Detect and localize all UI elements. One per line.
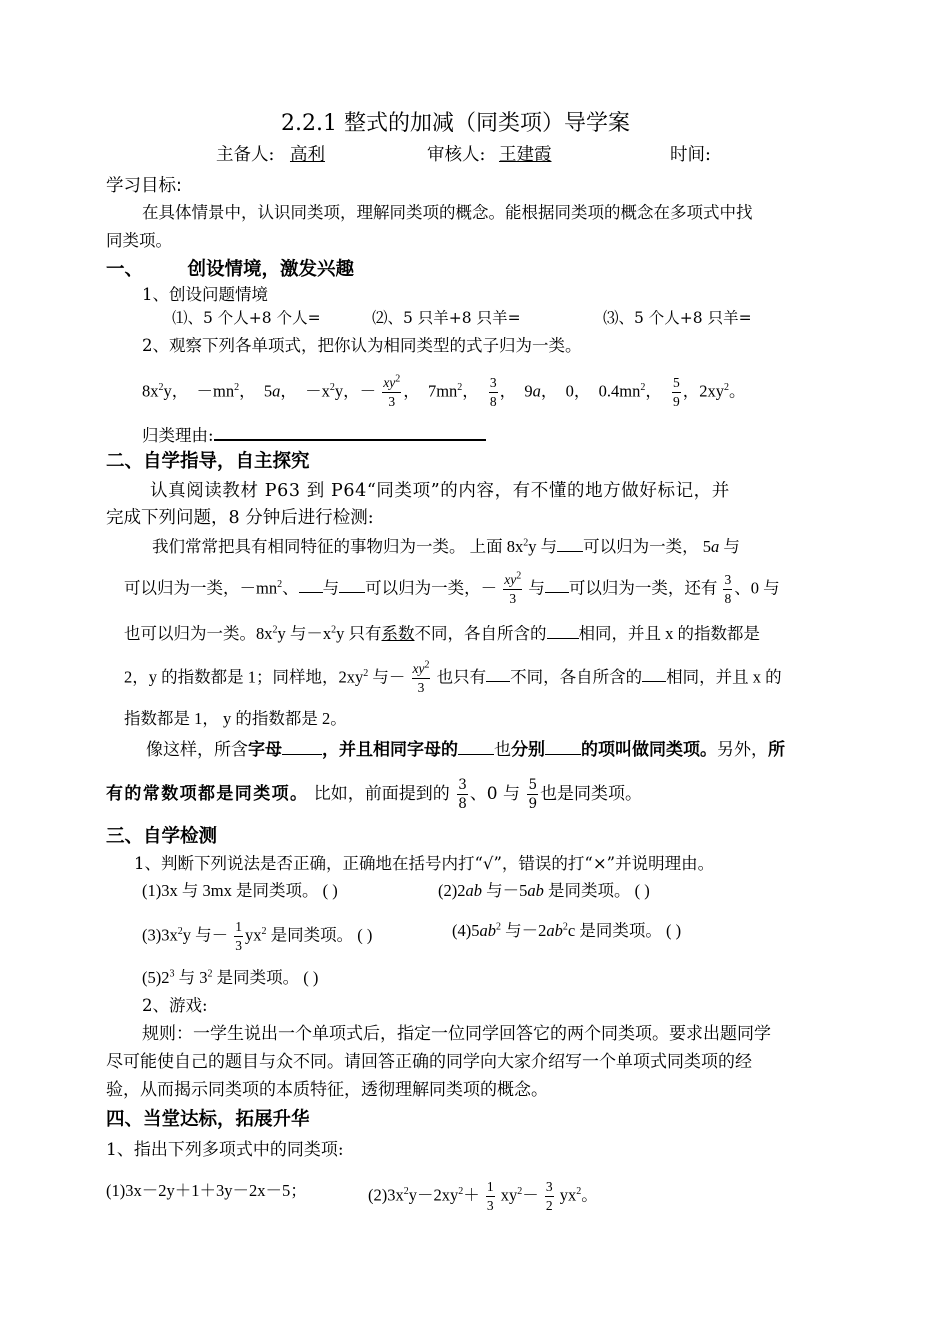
fraction-denominator: 9	[528, 796, 538, 812]
section1-item1: 1、创设问题情境	[142, 285, 268, 304]
time-label: 时间:	[670, 145, 711, 165]
fraction-numerator: 5	[528, 777, 538, 793]
text-span: 所	[768, 740, 785, 760]
text-span: ＋	[463, 1185, 480, 1205]
section4-question-1: 1、指出下列多项式中的同类项:	[106, 1140, 344, 1160]
section2-para-line-1	[152, 535, 740, 558]
superscript: 2	[277, 578, 283, 590]
fraction-3-over-2	[545, 1180, 554, 1213]
text-span: ，	[280, 381, 297, 401]
text-span: 与	[322, 578, 340, 598]
text-span: a	[711, 537, 720, 556]
text-span: xy	[496, 1185, 518, 1205]
objectives-heading: 学习目标:	[106, 176, 182, 196]
section2-heading: 二、自学指导，自主探究	[106, 451, 310, 472]
fraction-3-over-8	[489, 376, 498, 409]
reason-blank[interactable]	[214, 423, 486, 441]
superscript: 2	[331, 624, 337, 636]
fraction-denominator: 3	[509, 591, 517, 606]
blank[interactable]	[642, 665, 666, 682]
superscript: 2	[516, 570, 522, 582]
text-span: 分别	[511, 740, 545, 760]
fraction-numerator	[412, 659, 431, 679]
text-span: ab	[479, 921, 496, 940]
statement-2	[438, 880, 650, 902]
question-2: ⑵、5 只羊+8 只羊=	[372, 309, 521, 327]
preparer-label: 主备人:	[216, 145, 275, 165]
text-span: 、0 与	[469, 784, 521, 804]
game-rule-1: 规则：一学生说出一个单项式后，指定一位同学回答它的两个同类项。要求出题同学	[142, 1024, 771, 1044]
text-span: ，	[403, 381, 420, 401]
section1-heading-text: 创设情境，激发兴趣	[187, 259, 354, 280]
text-span: 0.4mn	[598, 381, 641, 401]
text-span: 、	[282, 578, 299, 598]
fraction-5-over-9	[672, 376, 681, 409]
text-span: 也只有	[432, 667, 487, 687]
text-span: 系数	[381, 624, 415, 643]
superscript: 2	[724, 381, 730, 393]
fraction-denominator: 2	[545, 1198, 553, 1213]
fraction-numerator	[503, 570, 522, 590]
statement-4	[452, 920, 681, 942]
text-span: y 只有	[336, 624, 382, 643]
superscript: 2	[207, 968, 213, 980]
objectives-text-2: 同类项。	[106, 231, 172, 250]
superscript: 2	[177, 925, 183, 937]
section2-para-line-5: 指数都是 1， y 的指数都是 2。	[124, 709, 347, 728]
blank[interactable]	[545, 738, 581, 755]
text-span: ，2xy	[682, 381, 725, 401]
text-span: 也可以归为一类。8x	[124, 624, 273, 643]
text-span: 的项叫做同类项。	[581, 740, 717, 760]
text-span: 也是同类项。	[540, 784, 643, 804]
fraction-denominator: 3	[388, 394, 396, 409]
fraction-numerator	[382, 373, 401, 393]
superscript: 2	[395, 373, 401, 385]
text-span: 比如，前面提到的	[308, 784, 450, 804]
section4-heading: 四、当堂达标，拓展升华	[106, 1109, 310, 1130]
polynomial-2	[368, 1180, 598, 1213]
fraction-numerator: 3	[545, 1180, 554, 1197]
text-span: xy	[412, 661, 425, 676]
text-span: 不同，各自所含的	[510, 667, 643, 687]
page-title: 2.2.1 整式的加减（同类项）导学案	[281, 111, 630, 136]
text-span: ab	[465, 881, 482, 900]
text-span: (2)2	[438, 881, 466, 900]
monomial-list	[142, 373, 746, 409]
fraction-numerator: 3	[489, 376, 498, 393]
text-span: 不同，各自所含的	[414, 624, 547, 643]
definition-line-2	[106, 778, 642, 811]
superscript: 2	[517, 1185, 523, 1197]
text-span: 可以归为一类，－	[365, 578, 498, 598]
fraction-numerator: 5	[672, 376, 681, 393]
text-span: ab	[527, 881, 544, 900]
text-span: －mn	[196, 381, 235, 401]
text-span: 0，	[565, 381, 591, 401]
fraction-denominator: 3	[486, 1198, 494, 1213]
polynomial-1: (1)3x－2y＋1＋3y－2x－5；	[106, 1181, 307, 1200]
text-span: 可以归为一类， 5	[583, 537, 711, 556]
reviewer-meta	[427, 144, 551, 166]
section1-heading	[106, 259, 354, 281]
text-span: ab	[546, 921, 563, 940]
statement-3	[142, 920, 372, 953]
fraction-3-over-8	[457, 778, 468, 811]
text-span: y 与－	[182, 925, 229, 945]
fraction-denominator: 8	[724, 591, 732, 606]
game-rule-3: 验，从而揭示同类项的本质特征，透彻理解同类项的概念。	[106, 1080, 548, 1100]
superscript: 2	[640, 381, 646, 393]
section2-para-line-2	[124, 570, 780, 606]
section3-heading: 三、自学检测	[106, 826, 218, 847]
text-span: (2)3x	[368, 1185, 404, 1205]
blank[interactable]	[545, 576, 569, 593]
text-span: xy	[504, 572, 517, 587]
text-span: 7mn	[427, 381, 458, 401]
superscript: 2	[403, 1185, 409, 1197]
text-span: c 是同类项。 ( )	[567, 921, 682, 940]
game-label: 2、游戏:	[142, 996, 208, 1015]
header-meta	[216, 144, 325, 166]
fraction-denominator: 8	[458, 796, 467, 812]
fraction-numerator: 3	[723, 573, 732, 590]
fraction-denominator: 8	[489, 394, 497, 409]
text-span: 9	[524, 381, 533, 401]
text-span: 8x	[142, 381, 159, 401]
text-span: 也	[494, 740, 511, 760]
fraction-denominator: 3	[417, 680, 425, 695]
text-span: 可以归为一类，－mn	[124, 578, 278, 598]
superscript: 2	[234, 381, 240, 393]
superscript: 2	[363, 667, 369, 679]
fraction-1-over-3	[234, 920, 243, 953]
text-span: a	[532, 381, 541, 401]
fraction-denominator: 9	[673, 394, 680, 409]
superscript: 2	[458, 1185, 464, 1197]
text-span: y 与－x	[277, 624, 332, 643]
preparer-name: 高利	[289, 145, 325, 165]
text-span: 可以归为一类，还有	[568, 578, 718, 598]
blank[interactable]	[547, 622, 579, 639]
fraction-denominator: 3	[235, 938, 242, 953]
objectives-text-1: 在具体情景中，认识同类项，理解同类项的概念。能根据同类项的概念在多项式中找	[142, 203, 753, 222]
section2-para-line-4	[124, 659, 782, 695]
text-span: 2，y 的指数都是 1；同样地，2xy	[124, 667, 364, 687]
text-span: (3)3x	[142, 925, 178, 945]
text-span: 与 3	[174, 968, 208, 987]
superscript: 2	[272, 624, 278, 636]
fraction-1-over-3	[486, 1180, 495, 1213]
section2-intro-1: 认真阅读教材 P63 到 P64“同类项”的内容，有不懂的地方做好标记，并	[150, 481, 730, 501]
text-span: (4)5	[452, 921, 480, 940]
text-span: xy	[383, 375, 396, 390]
text-span: ，	[645, 381, 662, 401]
text-span: ，	[499, 381, 517, 401]
blank[interactable]	[339, 576, 365, 593]
superscript: 2	[329, 381, 335, 393]
text-span: y，	[163, 381, 189, 401]
reviewer-name: 王建霞	[498, 145, 552, 165]
text-span: －	[522, 1185, 539, 1205]
blank[interactable]	[458, 738, 494, 755]
reviewer-label: 审核人:	[427, 145, 486, 165]
text-span: 是同类项。 ( )	[266, 925, 373, 945]
question-1: ⑴、5 个人+8 个人=	[172, 309, 321, 327]
text-span: 与	[719, 537, 740, 556]
superscript: 3	[169, 968, 175, 980]
text-span: 与－2	[501, 921, 547, 940]
fraction-xy2-over-3	[503, 570, 522, 606]
text-span: ，	[462, 381, 479, 401]
text-span: yx	[555, 1185, 577, 1205]
text-span: 与	[524, 578, 545, 598]
text-span: ，	[540, 381, 558, 401]
section1-heading-num: 一、	[106, 259, 144, 280]
text-span: －x	[305, 381, 330, 401]
text-span: ，	[239, 381, 256, 401]
section3-instruction: 1、判断下列说法是否正确，正确地在括号内打“√”，错误的打“×”并说明理由。	[134, 854, 715, 873]
fraction-numerator: 1	[486, 1180, 495, 1197]
text-span: (5)2	[142, 968, 170, 987]
text-span: ，并且	[322, 740, 373, 760]
text-span: 像这样，所含	[146, 740, 248, 760]
blank[interactable]	[299, 576, 323, 593]
text-span: 相同，并且 x 的指数都是	[578, 624, 760, 643]
game-rule-2: 尽可能使自己的题目与众不同。请回答正确的同学向大家介绍写一个单项式同类项的经	[106, 1052, 752, 1072]
text-span: 。	[581, 1185, 598, 1205]
text-span: a	[272, 381, 281, 401]
reason-label: 归类理由:	[142, 426, 214, 445]
fraction-3-over-8	[723, 573, 732, 606]
superscript: 2	[562, 921, 568, 933]
superscript: 2	[158, 381, 164, 393]
text-span: 是同类项。 ( )	[543, 881, 650, 900]
definition-line-1	[146, 738, 785, 761]
text-span: 相同，并且 x 的	[666, 667, 782, 687]
text-span: 与－	[368, 667, 406, 687]
reason-line	[142, 423, 486, 447]
statement-1: (1)3x 与 3mx 是同类项。 ( )	[142, 881, 338, 900]
text-span: 我们常常把具有相同特征的事物归为一类。 上面 8x	[152, 537, 524, 556]
text-span: 与－5	[482, 881, 528, 900]
fraction-xy2-over-3	[382, 373, 401, 409]
blank[interactable]	[282, 738, 322, 755]
text-span: 5	[263, 381, 273, 401]
blank[interactable]	[557, 535, 583, 552]
superscript: 2	[424, 659, 430, 671]
text-span: y－2xy	[408, 1185, 459, 1205]
superscript: 2	[576, 1185, 582, 1197]
section2-para-line-3	[124, 622, 760, 645]
text-span: 另外，	[717, 740, 768, 760]
fraction-numerator: 3	[458, 777, 467, 793]
text-span: y，－	[334, 381, 377, 401]
text-span: 有的常数项都是同类项。	[106, 784, 309, 804]
text-span: 是同类项。 ( )	[212, 968, 319, 987]
superscript: 2	[496, 921, 501, 933]
superscript: 2	[523, 537, 529, 549]
text-span: 字母	[248, 740, 282, 760]
text-span: y 与	[528, 537, 558, 556]
fraction-5-over-9	[527, 778, 538, 811]
superscript: 2	[457, 381, 463, 393]
fraction-numerator: 1	[234, 920, 243, 937]
statement-5	[142, 967, 318, 989]
blank[interactable]	[486, 665, 510, 682]
text-span: 相同字母的	[373, 740, 458, 760]
section1-item2: 2、观察下列各单项式，把你认为相同类型的式子归为一类。	[142, 336, 582, 355]
superscript: 2	[261, 925, 267, 937]
fraction-xy2-over-3	[412, 659, 431, 695]
section2-intro-2: 完成下列问题，8 分钟后进行检测:	[106, 508, 374, 528]
question-3: ⑶、5 个人+8 只羊=	[603, 309, 752, 327]
text-span: 、0 与	[734, 578, 780, 598]
text-span: 。	[729, 381, 746, 401]
text-span: yx	[245, 925, 262, 945]
